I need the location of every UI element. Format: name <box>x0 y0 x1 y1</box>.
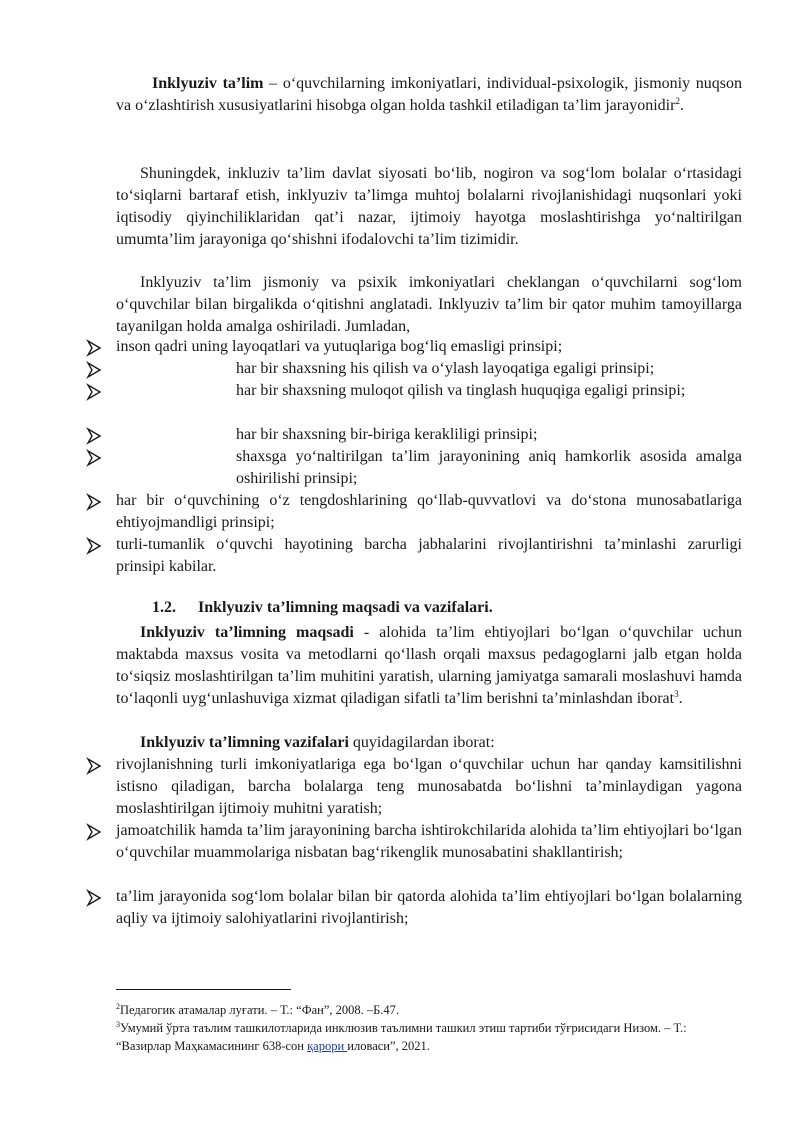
paragraph-definition <box>116 73 742 117</box>
list-item-principle: turli-tumanlik o‘quvchi hayotining barcha jabhalarini rivojlantirishni ta’minlashi zarurligi prinsipi kabilar. <box>116 536 742 575</box>
list-item-task: rivojlanishning turli imkoniyatlariga ega bo‘lgan o‘quvchilar uchun har qanday kamsitilishni istisno qiladigan, barcha bolalarga teng munosabatda bo‘lishni ta’minlaydigan yagona moslashtirilgan ijtimoiy muhitni yaratish; <box>116 756 742 817</box>
arrow-bullet-icon <box>85 383 103 401</box>
footnote-ref[interactable]: 2 <box>675 96 680 106</box>
list-item-principle: shaxsga yo‘naltirilgan ta’lim jarayonining aniq hamkorlik asosida amalga oshirilishi prinsipi; <box>236 448 742 487</box>
tasks-text: quyidagilardan iborat: <box>348 734 495 751</box>
arrow-bullet-icon <box>85 889 103 907</box>
footnote-separator <box>116 989 291 990</box>
list-item-principle: har bir shaxsning muloqot qilish va tinglash huquqiga egaligi prinsipi; <box>236 382 686 399</box>
list-item-principle: inson qadri uning layoqatlari va yutuqlariga bog‘liq emasligi prinsipi; <box>116 338 563 355</box>
list-item-task: ta’lim jarayonida sog‘lom bolalar bilan bir qatorda alohida ta’lim ehtiyojlari bo‘lgan bolalarning aqliy va ijtimoiy salohiyatlarini rivojlantirish; <box>116 888 742 927</box>
period: . <box>678 690 683 707</box>
period: . <box>679 97 684 114</box>
paragraph-principles-intro: Inklyuziv ta’lim jismoniy va psixik imkoniyatlari cheklangan o‘quvchilarni sog‘lom o‘quvchilar bilan birgalikda o‘qitishni anglatadi. Inklyuziv ta’lim bir qator muhim tamoyillarga tayanilgan holda amalga oshiriladi. Jumladan, <box>116 274 742 335</box>
arrow-bullet-icon <box>85 427 103 445</box>
goal-term: Inklyuziv ta’limning maqsadi <box>140 624 354 641</box>
term-bold: Inklyuziv ta’lim <box>152 75 264 92</box>
paragraph-tasks-intro <box>116 732 742 754</box>
footnote-text: Педагогик атамалар луғати. – Т.: “Фан”, 2008. –Б.47. <box>120 1003 400 1017</box>
footnote-2 <box>116 1001 742 1019</box>
footnote-mark: 2 <box>116 1002 120 1011</box>
definition-text: – o‘quvchilarning imkoniyatlari, individual-psixologik, jismoniy nuqson va o‘zlashtirish xususiyatlarini hisobga olgan holda tashkil etiladigan ta’lim jarayonidir <box>116 75 743 114</box>
arrow-bullet-icon <box>85 757 103 775</box>
footnote-text: Умумий ўрта таълим ташкилотларида инклюзив таълимни ташкил этиш тартиби тўғрисидаги Низом. – Т.: “Вазирлар Маҳкамасининг 638-сон <box>116 1021 687 1053</box>
footnote-mark: 3 <box>116 1020 120 1029</box>
footnote-3 <box>116 1019 742 1055</box>
paragraph-goal <box>116 622 742 710</box>
section-title: Inklyuziv ta’limning maqsadi va vazifalari. <box>198 599 493 616</box>
arrow-bullet-icon <box>85 823 103 841</box>
list-item-task: jamoatchilik hamda ta’lim jarayonining barcha ishtirokchilarida alohida ta’lim ehtiyojlari bo‘lgan o‘quvchilar muammolariga nisbatan bag‘rikenglik munosabatini shakllantirish; <box>116 822 742 861</box>
arrow-bullet-icon <box>85 449 103 467</box>
arrow-bullet-icon <box>85 537 103 555</box>
tasks-term: Inklyuziv ta’limning vazifalari <box>140 734 349 751</box>
section-heading <box>152 597 493 619</box>
arrow-bullet-icon <box>85 493 103 511</box>
list-item-principle: har bir shaxsning bir-biriga kerakliligi prinsipi; <box>236 426 538 443</box>
arrow-bullet-icon <box>85 361 103 379</box>
paragraph-policy: Shuningdek, inkluziv ta’lim davlat siyosati bo‘lib, nogiron va sog‘lom bolalar o‘rtasidagi to‘siqlarni bartaraf etish, inklyuziv ta’limga muhtoj bolalarni rivojlanishidagi nuqsonlari yoki iqtisodiy qiyinchiliklaridan qat’i nazar, ijtimoiy hayotga moslashtirishga yo‘naltirilgan umumta’lim jarayoniga qo‘shishni ifodalovchi ta’lim tizimidir. <box>116 165 742 248</box>
footnote-text-end: иловаси”, 2021. <box>347 1039 430 1053</box>
goal-text: - alohida ta’lim ehtiyojlari bo‘lgan o‘quvchilar uchun maktabda maxsus vosita va metodlarni qo‘llash orqali maxsus pedagoglarni jalb etgan holda to‘siqsiz moslashtirilgan ta’lim muhitini yaratish, ularning jamiyatga samarali moslashuvi hamda to‘laqonli uyg‘unlashuviga xizmat qiladigan sifatli ta’lim berishni ta’minlashdan iborat <box>116 624 742 707</box>
arrow-bullet-icon <box>85 339 103 357</box>
list-item-principle: har bir o‘quvchining o‘z tengdoshlarining qo‘llab-quvvatlovi va do‘stona munosabatlariga ehtiyojmandligi prinsipi; <box>116 492 742 531</box>
footnote-ref[interactable]: 3 <box>674 689 679 699</box>
footnote-link[interactable]: қарори <box>307 1039 348 1053</box>
section-number: 1.2. <box>152 599 176 616</box>
list-item-principle: har bir shaxsning his qilish va o‘ylash layoqatiga egaligi prinsipi; <box>236 360 655 377</box>
